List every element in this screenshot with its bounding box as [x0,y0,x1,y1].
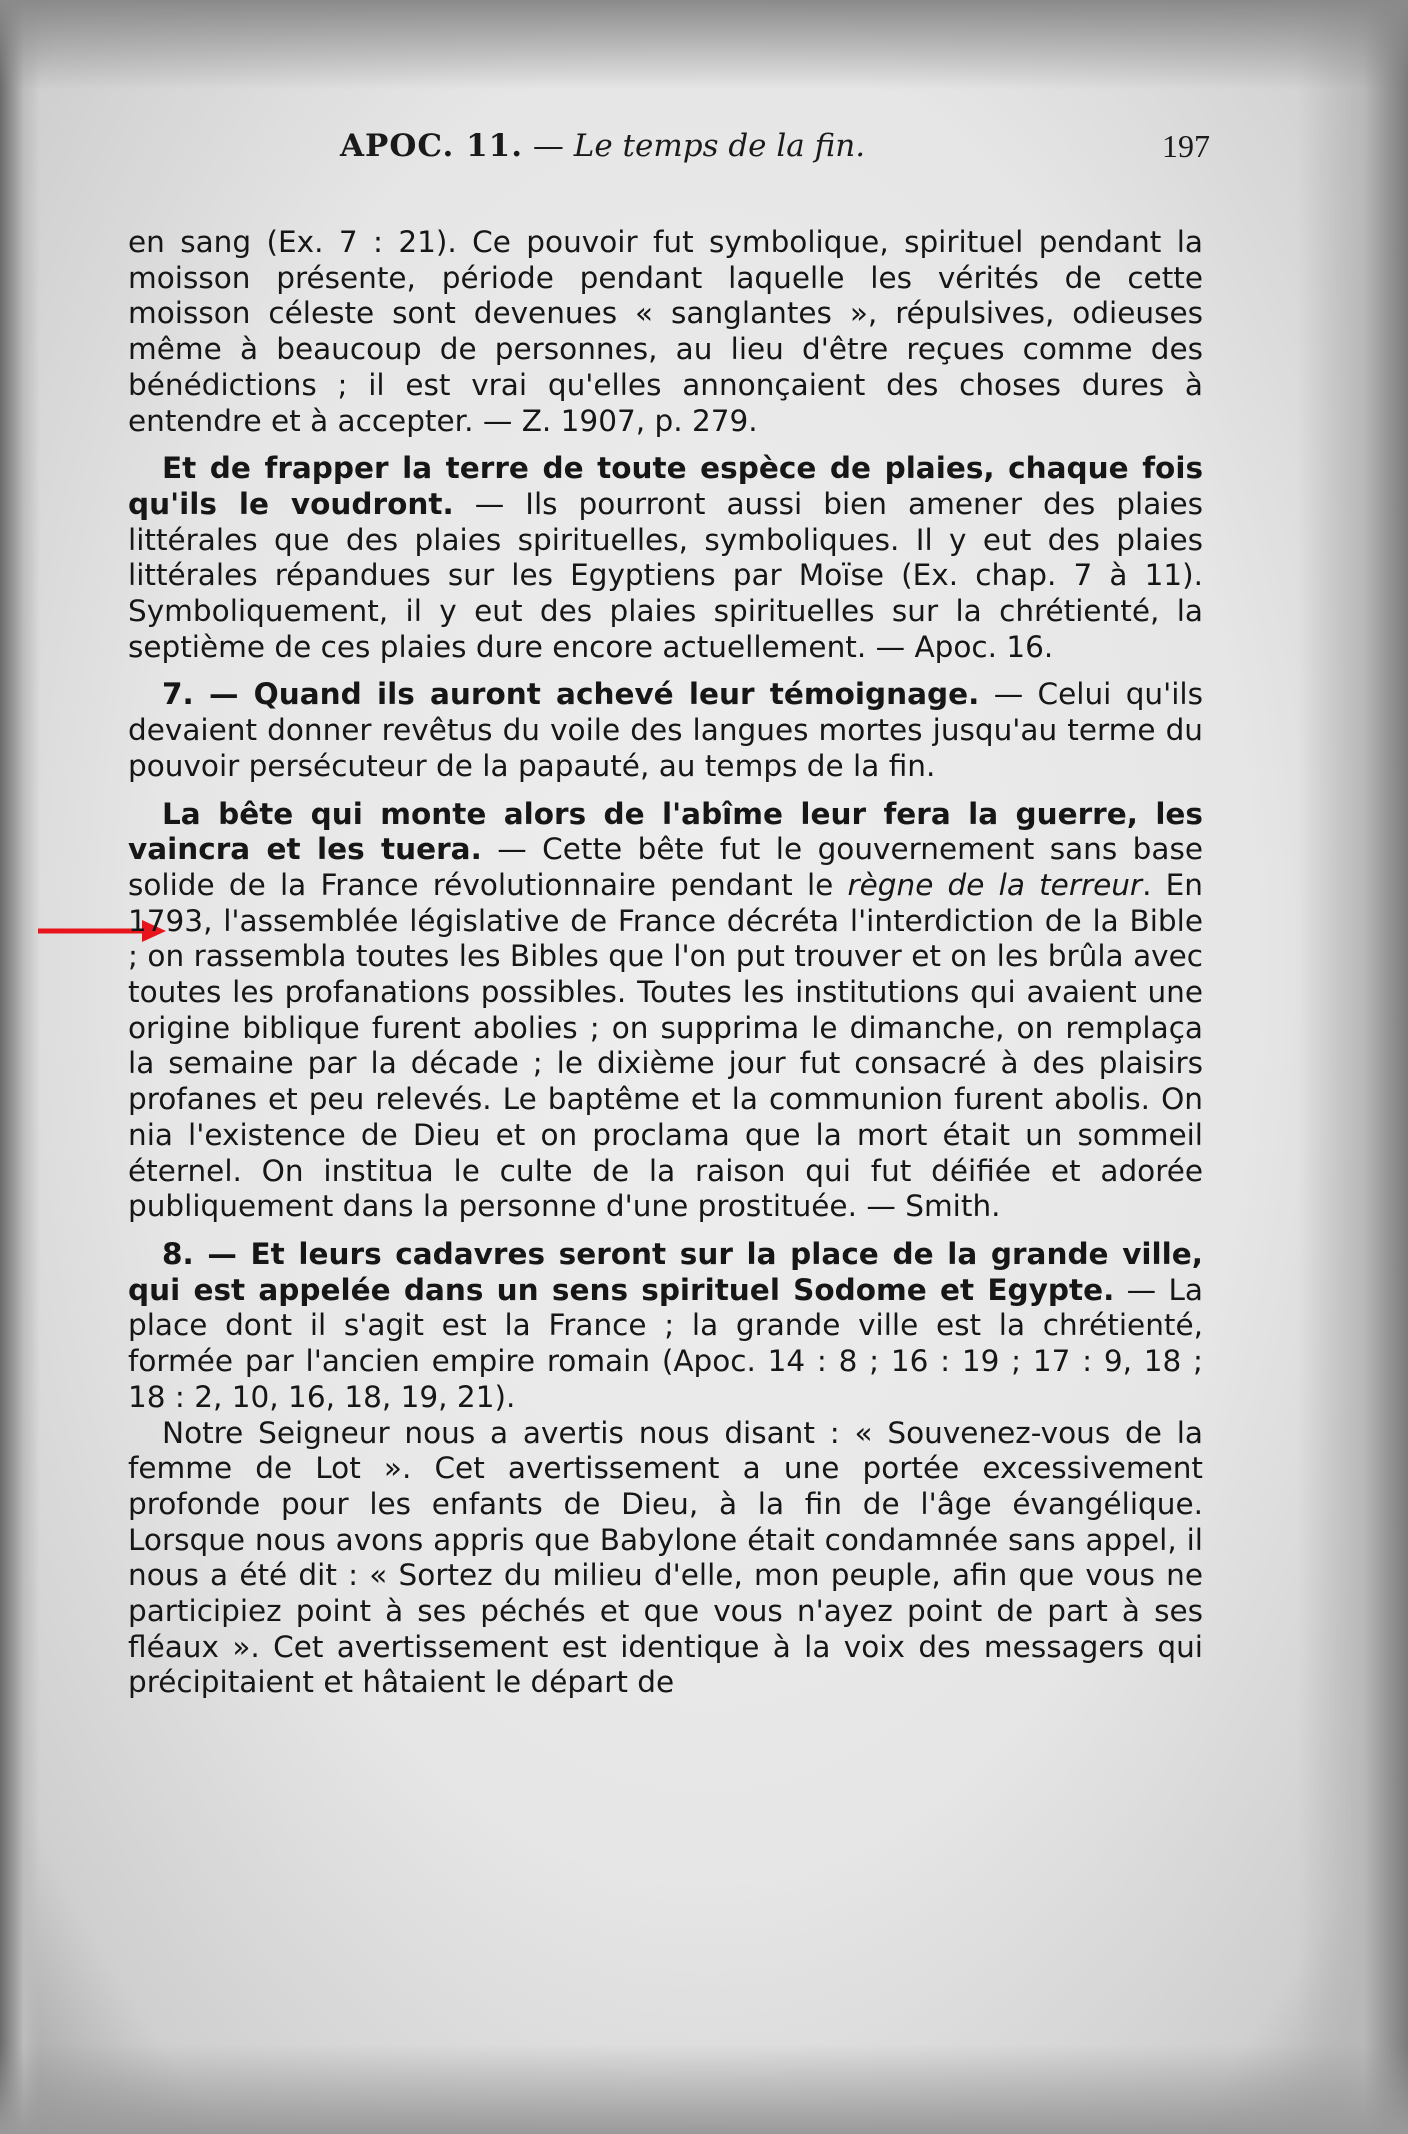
running-title [340,128,865,164]
beast-text-b: . En 1793, l'assemblée législative de France décréta l'interdiction de la Bible ; on rassembla toutes les Bibles que l'on put trouver et on les brûla avec toutes les profanations possibles. Toutes les institutions qui avaient une origine biblique furent abolies ; on supprima le dimanche, on remplaça la semaine par la décade ; le dixième jour fut consacré à des plaisirs profanes et peu relevés. Le baptême et la communion furent abolis. On nia l'existence de Dieu et on proclama que la mort était un sommeil éternel. On institua le culte de la raison qui fut déifiée et adorée publiquement dans la personne d'une prostituée. — Smith. [128,867,1203,1224]
page-shadow-left [0,0,40,2134]
paragraph-1: en sang (Ex. 7 : 21). Ce pouvoir fut symbolique, spirituel pendant la moisson présente, période pendant laquelle les vérités de cette moisson céleste sont devenues « sanglantes », répulsives, odieuses même à beaucoup de personnes, au lieu d'être reçues comme des bénédictions ; il est vrai qu'elles annonçaient des choses dures à entendre et à accepter. — Z. 1907, p. 279. [128,225,1203,438]
beast-heading: La bête qui monte alors de l'abîme leur fera la guerre, les vaincra et les tuera. [128,796,1203,867]
paragraph-2-text: — Ils pourront aussi bien amener des plaies littérales que des plaies spirituelles, symboliques. Il y eut des plaies littérales répandues sur les Egyptiens par Moïse (Ex. chap. 7 à 11). Symboliquement, il y eut des plaies spirituelles sur la chrétienté, la septième de ces plaies dure encore actuellement. — Apoc. 16. [128,486,1204,664]
page-shadow-bottom [0,2044,1408,2134]
paragraph-2 [128,451,1203,665]
verse-7-heading: 7. — Quand ils auront achevé leur témoignage. [162,677,980,712]
verse-8-heading: 8. — Et leurs cadavres seront sur la place de la grande ville, qui est appelée dans un sens spirituel Sodome et Egypte. [128,1236,1203,1307]
running-header [340,128,1210,178]
body-text [128,225,1203,1701]
paragraph-beast [128,797,1203,1225]
page-shadow-top [0,0,1408,90]
beast-text-italic: règne de la terreur [847,867,1143,902]
section-title: Le temps de la fin. [573,128,866,164]
header-dash: — [523,128,574,164]
paragraph-2-heading: Et de frapper la terre de toute espèce de plaies, chaque fois qu'ils le voudront. [128,451,1203,521]
verse-8-text: — La place dont il s'agit est la France ; la grande ville est la chrétienté, formée par l'ancien empire romain (Apoc. 14 : 8 ; 16 : 19 ; 17 : 9, 18 ; 18 : 2, 10, 16, 18, 19, 21). [128,1272,1203,1414]
page-number: 197 [1162,128,1210,164]
paragraph-lot: Notre Seigneur nous a avertis nous disant : « Souvenez-vous de la femme de Lot ». Cet avertissement a une portée excessivement profonde pour les enfants de Dieu, à la fin de l'âge évangélique. Lorsque nous avons appris que Babylone était condamnée sans appel, il nous a été dit : « Sortez du milieu d'elle, mon peuple, afin que vous ne participiez point à ses péchés et que vous n'ayez point de part à ses fléaux ». Cet avertissement est identique à la voix des messagers qui précipitaient et hâtaient le départ de [128,1415,1203,1700]
beast-text-a: — Cette bête fut le gouvernement sans base solide de la France révolutionnaire pendant le [128,832,1204,902]
page-shadow-right [1298,0,1408,2134]
chapter-reference: APOC. 11. [340,128,524,164]
verse-7-text: — Celui qu'ils devaient donner revêtus du voile des langues mortes jusqu'au terme du pouvoir persécuteur de la papauté, au temps de la fin. [128,677,1204,783]
paragraph-verse-8 [128,1237,1203,1416]
paragraph-verse-7 [128,677,1203,784]
